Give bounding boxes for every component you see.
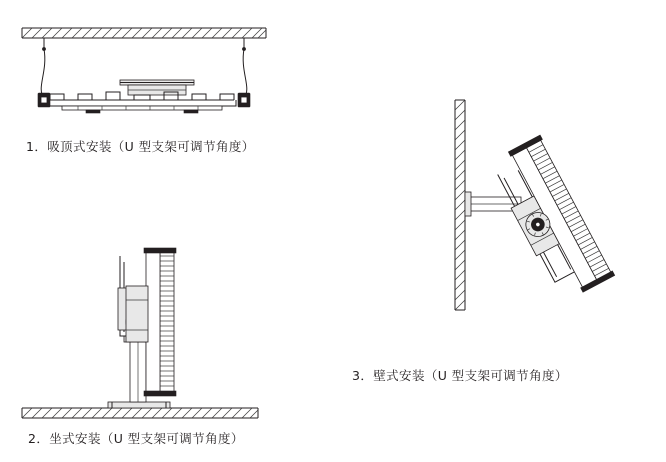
wall-hatch <box>455 100 465 310</box>
stand-base-plate <box>108 402 170 408</box>
figure-wall-mount <box>455 100 615 310</box>
ceiling-hanger-rods <box>42 38 245 51</box>
wall-bracket-arm <box>465 192 521 216</box>
luminaire-body-ceiling <box>48 80 236 113</box>
ceiling-hatch <box>22 28 266 38</box>
luminaire-assembly-wall <box>487 135 615 304</box>
caption-figure-2: 2．坐式安装（U 型支架可调节角度） <box>28 431 244 446</box>
figure-stand-mount <box>22 248 258 418</box>
figure-ceiling-mount <box>22 28 266 113</box>
caption-figure-3: 3．壁式安装（U 型支架可调节角度） <box>352 368 568 383</box>
ground-hatch <box>22 408 258 418</box>
caption-figure-1: 1．吸顶式安装（U 型支架可调节角度） <box>26 139 255 154</box>
